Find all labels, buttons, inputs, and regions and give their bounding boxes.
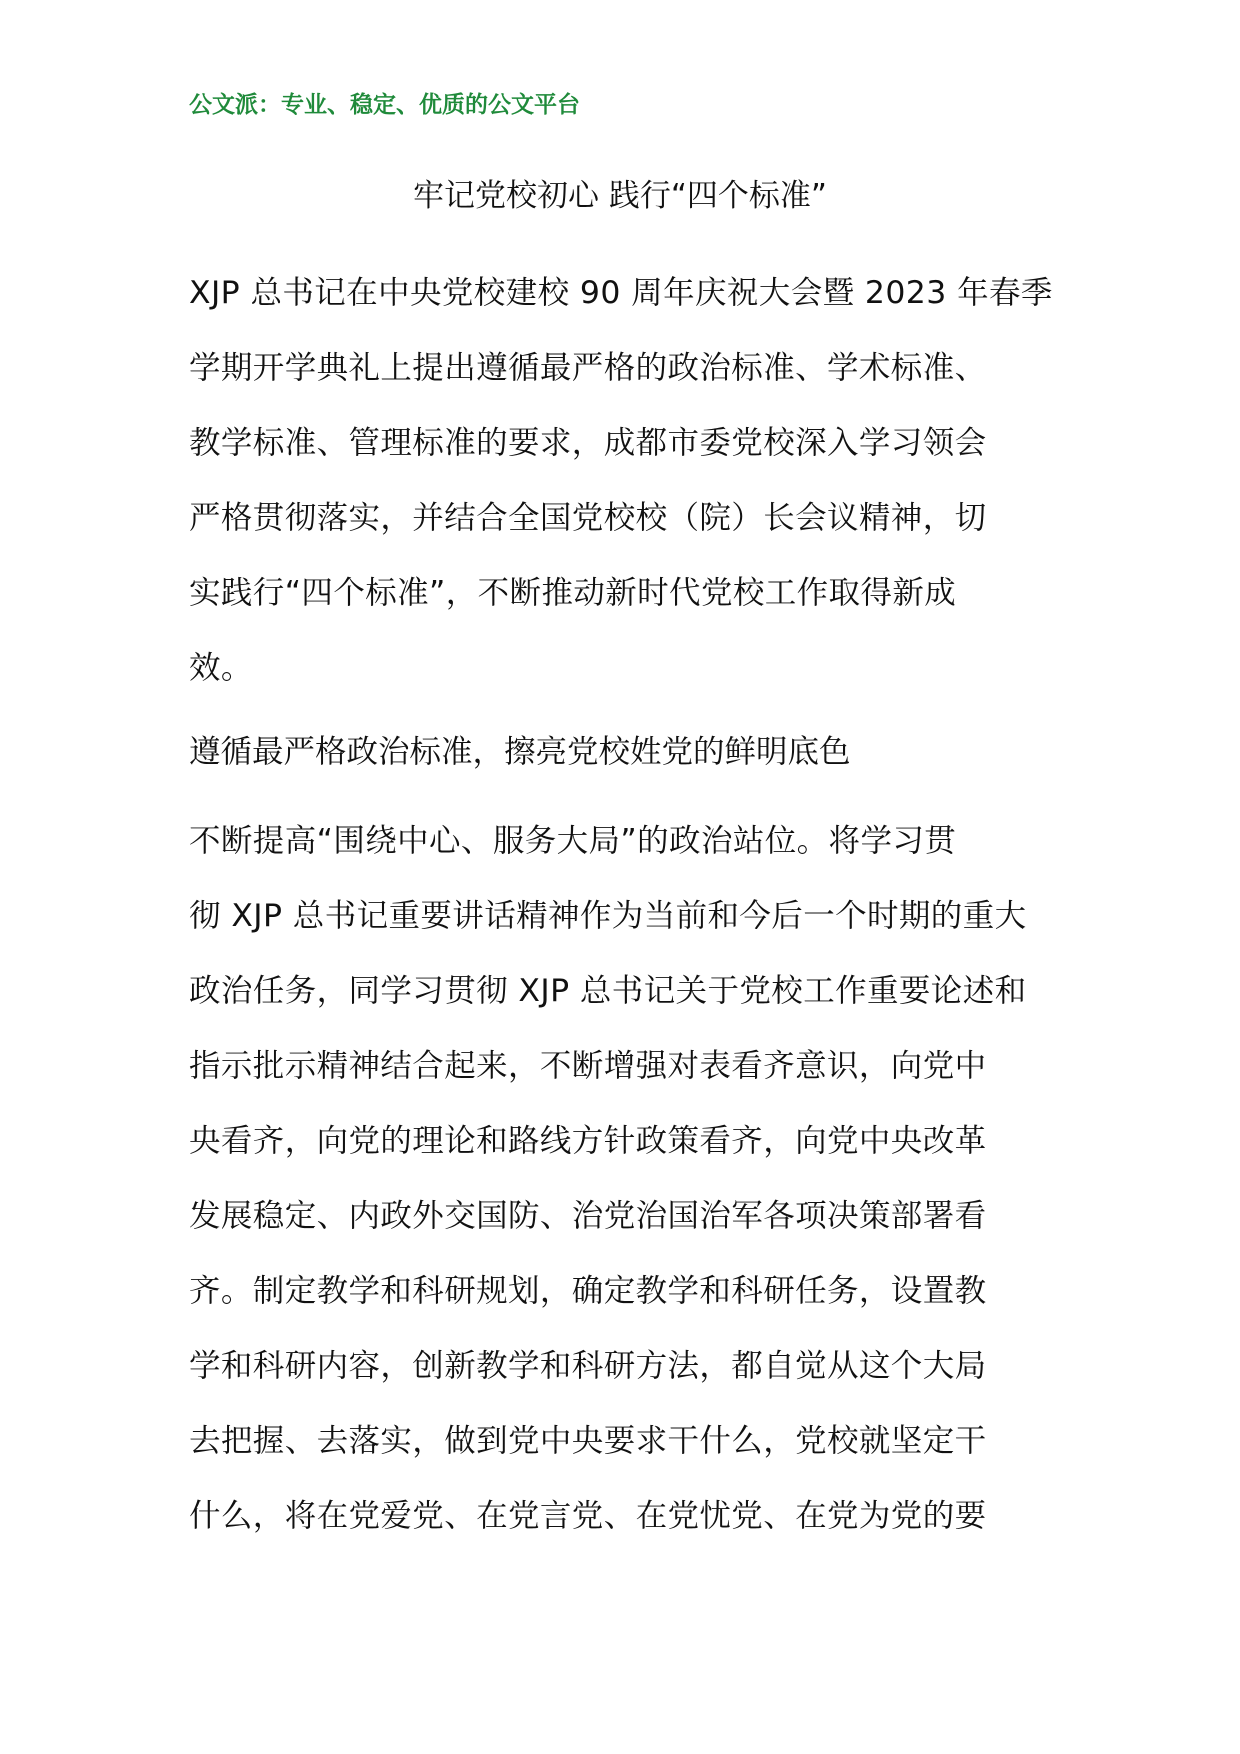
section-heading <box>189 730 1059 774</box>
paragraph-line: 不断提高“围绕中心、服务大局”的政治站位。将学习贯 <box>189 823 957 859</box>
paragraph-line: 学期开学典礼上提出遵循最严格的政治标准、学术标准、 <box>189 350 987 386</box>
paragraph-line: 央看齐，向党的理论和路线方针政策看齐，向党中央改革 <box>189 1123 987 1159</box>
paragraph-1-text <box>189 256 1059 706</box>
paragraph-line: 发展稳定、内政外交国防、治党治国治军各项决策部署看 <box>189 1198 987 1234</box>
paragraph-line: 什么，将在党爱党、在党言党、在党忧党、在党为党的要 <box>189 1498 987 1534</box>
paragraph-line: XJP 总书记在中央党校建校 90 周年庆祝大会暨 2023 年春季 <box>189 275 1053 311</box>
paragraph-line: 指示批示精神结合起来，不断增强对表看齐意识，向党中 <box>189 1048 987 1084</box>
paragraph-2-text <box>189 804 1059 1554</box>
paragraph-1 <box>189 256 1059 706</box>
paragraph-line: 教学标准、管理标准的要求，成都市委党校深入学习领会 <box>189 425 987 461</box>
section-heading-text: 遵循最严格政治标准，擦亮党校姓党的鲜明底色 <box>189 734 851 770</box>
document-title: 牢记党校初心 践行“四个标准” <box>413 178 827 214</box>
paragraph-line: 齐。制定教学和科研规划，确定教学和科研任务，设置教 <box>189 1273 987 1309</box>
paragraph-line: 实践行“四个标准”，不断推动新时代党校工作取得新成 <box>189 575 957 611</box>
paragraph-line: 政治任务，同学习贯彻 XJP 总书记关于党校工作重要论述和 <box>189 973 1027 1009</box>
paragraph-line: 去把握、去落实，做到党中央要求干什么，党校就坚定干 <box>189 1423 987 1459</box>
paragraph-line: 彻 XJP 总书记重要讲话精神作为当前和今后一个时期的重大 <box>189 898 1027 934</box>
header-tagline: 公文派：专业、稳定、优质的公文平台 <box>189 92 580 118</box>
paragraph-line: 效。 <box>189 650 253 686</box>
paragraph-2 <box>189 804 1059 1554</box>
paragraph-line: 学和科研内容，创新教学和科研方法，都自觉从这个大局 <box>189 1348 987 1384</box>
paragraph-line: 严格贯彻落实，并结合全国党校校（院）长会议精神，切 <box>189 500 987 536</box>
